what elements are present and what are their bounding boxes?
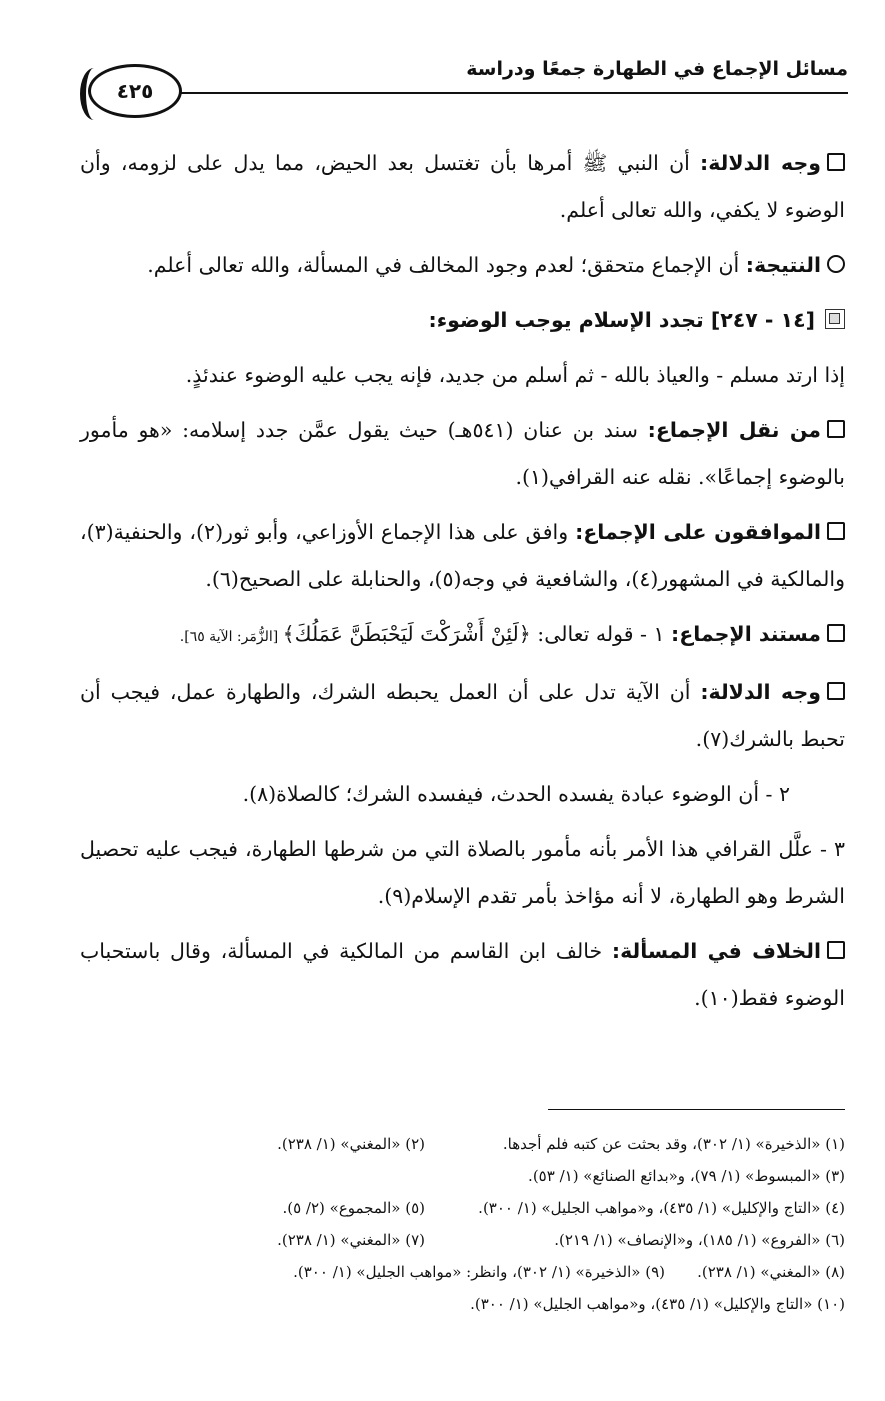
paragraph-text: أن الآية تدل على أن العمل يحبطه الشرك، والطهارة عمل، فيجب أن تحبط بالشرك(٧). [80, 680, 845, 751]
page-number: ٤٢٥ [88, 64, 182, 118]
paragraph-intro: إذا ارتد مسلم - والعياذ بالله - ثم أسلم من جديد، فإنه يجب عليه الوضوء عندئذٍ. [185, 363, 845, 387]
label-evidence: وجه الدلالة: [700, 680, 821, 704]
footnote-5: (٥) «المجموع» (٢/ ٥). [282, 1199, 425, 1217]
footnote-rule [548, 1109, 845, 1110]
paragraph-transmitters [80, 407, 845, 501]
footnote-9: (٩) «الذخيرة» (١/ ٣٠٢)، وانظر: «مواهب الجليل» (١/ ٣٠٠). [293, 1263, 665, 1281]
footnote-7: (٧) «المغني» (١/ ٢٣٨). [277, 1231, 425, 1249]
section-heading-text: [١٤ - ٢٤٧] تجدد الإسلام يوجب الوضوء: [428, 308, 815, 332]
paragraph-agreeing [80, 509, 845, 603]
footnote-row [90, 1192, 845, 1224]
footnote-4: (٤) «التاج والإكليل» (١/ ٤٣٥)، و«مواهب الجليل» (١/ ٣٠٠). [478, 1199, 845, 1217]
paragraph-result [80, 242, 845, 289]
main-text [80, 140, 845, 1030]
paragraph-dispute [80, 928, 845, 1022]
quran-verse: ﴿لَئِنْ أَشْرَكْتَ لَيَحْبَطَنَّ عَمَلُكَ﴾ [282, 622, 531, 646]
footnotes [90, 1128, 845, 1320]
label-agreeing: الموافقون على الإجماع: [575, 520, 821, 544]
label-dispute: الخلاف في المسألة: [611, 939, 821, 963]
footnote-8: (٨) «المغني» (١/ ٢٣٨). [697, 1263, 845, 1281]
footnote-row [90, 1128, 845, 1160]
square-bullet-icon [827, 153, 845, 171]
footnote-2: (٢) «المغني» (١/ ٢٣٨). [277, 1135, 425, 1153]
footnote-6: (٦) «الفروع» (١/ ١٨٥)، و«الإنصاف» (١/ ٢١٩). [554, 1231, 845, 1249]
paragraph-text: وافق على هذا الإجماع الأوزاعي، وأبو ثور(٢)، والحنفية(٣)، والمالكية في المشهور(٤)، والشافعية في وجه(٥)، والحنابلة على الصحيح(٦). [80, 520, 845, 591]
square-bullet-icon [827, 682, 845, 700]
footnote-row [90, 1160, 845, 1192]
header-rule [174, 92, 848, 94]
footnote-3: (٣) «المبسوط» (١/ ٧٩)، و«بدائع الصنائع» (١/ ٥٣). [528, 1167, 845, 1185]
paragraph-text: أن الإجماع متحقق؛ لعدم وجود المخالف في المسألة، والله تعالى أعلم. [147, 253, 746, 277]
square-bullet-icon [827, 522, 845, 540]
verse-reference: [الزُّمَر: الآية ٦٥]. [179, 629, 283, 645]
running-title: مسائل الإجماع في الطهارة جمعًا ودراسة [466, 58, 848, 80]
paragraph-evidence-2 [80, 669, 845, 763]
paragraph-text: أن النبي ﷺ أمرها بأن تغتسل بعد الحيض، مما يدل على لزومه، وأن الوضوء لا يكفي، والله تعالى أعلم. [80, 151, 845, 222]
footnote-1: (١) «الذخيرة» (١/ ٣٠٢)، وقد بحثت عن كتبه فلم أجدها. [502, 1135, 845, 1153]
square-bullet-icon [827, 624, 845, 642]
label-basis: مستند الإجماع: [671, 622, 821, 646]
footnote-row [90, 1224, 845, 1256]
paragraph-point-3: ٣ - علَّل القرافي هذا الأمر بأنه مأمور بالصلاة التي من شرطها الطهارة، فيجب عليه تحصيل الشرط وهو الطهارة، لا أنه مؤاخذ بأمر تقدم الإسلام(٩). [80, 837, 845, 908]
paragraph-text: خالف ابن القاسم من المالكية في المسألة، وقال باستحباب الوضوء فقط(١٠). [80, 939, 845, 1010]
paragraph-point-2: ٢ - أن الوضوء عبادة يفسده الحدث، فيفسده الشرك؛ كالصلاة(٨). [242, 782, 790, 806]
paragraph-text: ١ - قوله تعالى: [530, 622, 672, 646]
label-evidence: وجه الدلالة: [700, 151, 821, 175]
footnote-10: (١٠) «التاج والإكليل» (١/ ٤٣٥)، و«مواهب الجليل» (١/ ٣٠٠). [470, 1295, 845, 1313]
label-transmitters: من نقل الإجماع: [647, 418, 821, 442]
page-header [78, 48, 848, 108]
label-result: النتيجة: [745, 253, 821, 277]
paragraph-text: سند بن عنان (٥٤١هـ) حيث يقول عمَّن جدد إسلامه: «هو مأمور بالوضوء إجماعًا». نقله عنه القرافي(١). [80, 418, 845, 489]
footnote-row [90, 1256, 845, 1288]
circle-bullet-icon [827, 255, 845, 273]
document-icon [825, 309, 845, 329]
footnote-row [90, 1288, 845, 1320]
square-bullet-icon [827, 420, 845, 438]
paragraph-basis [80, 611, 845, 661]
paragraph-evidence-1 [80, 140, 845, 234]
square-bullet-icon [827, 941, 845, 959]
section-heading [80, 297, 845, 344]
